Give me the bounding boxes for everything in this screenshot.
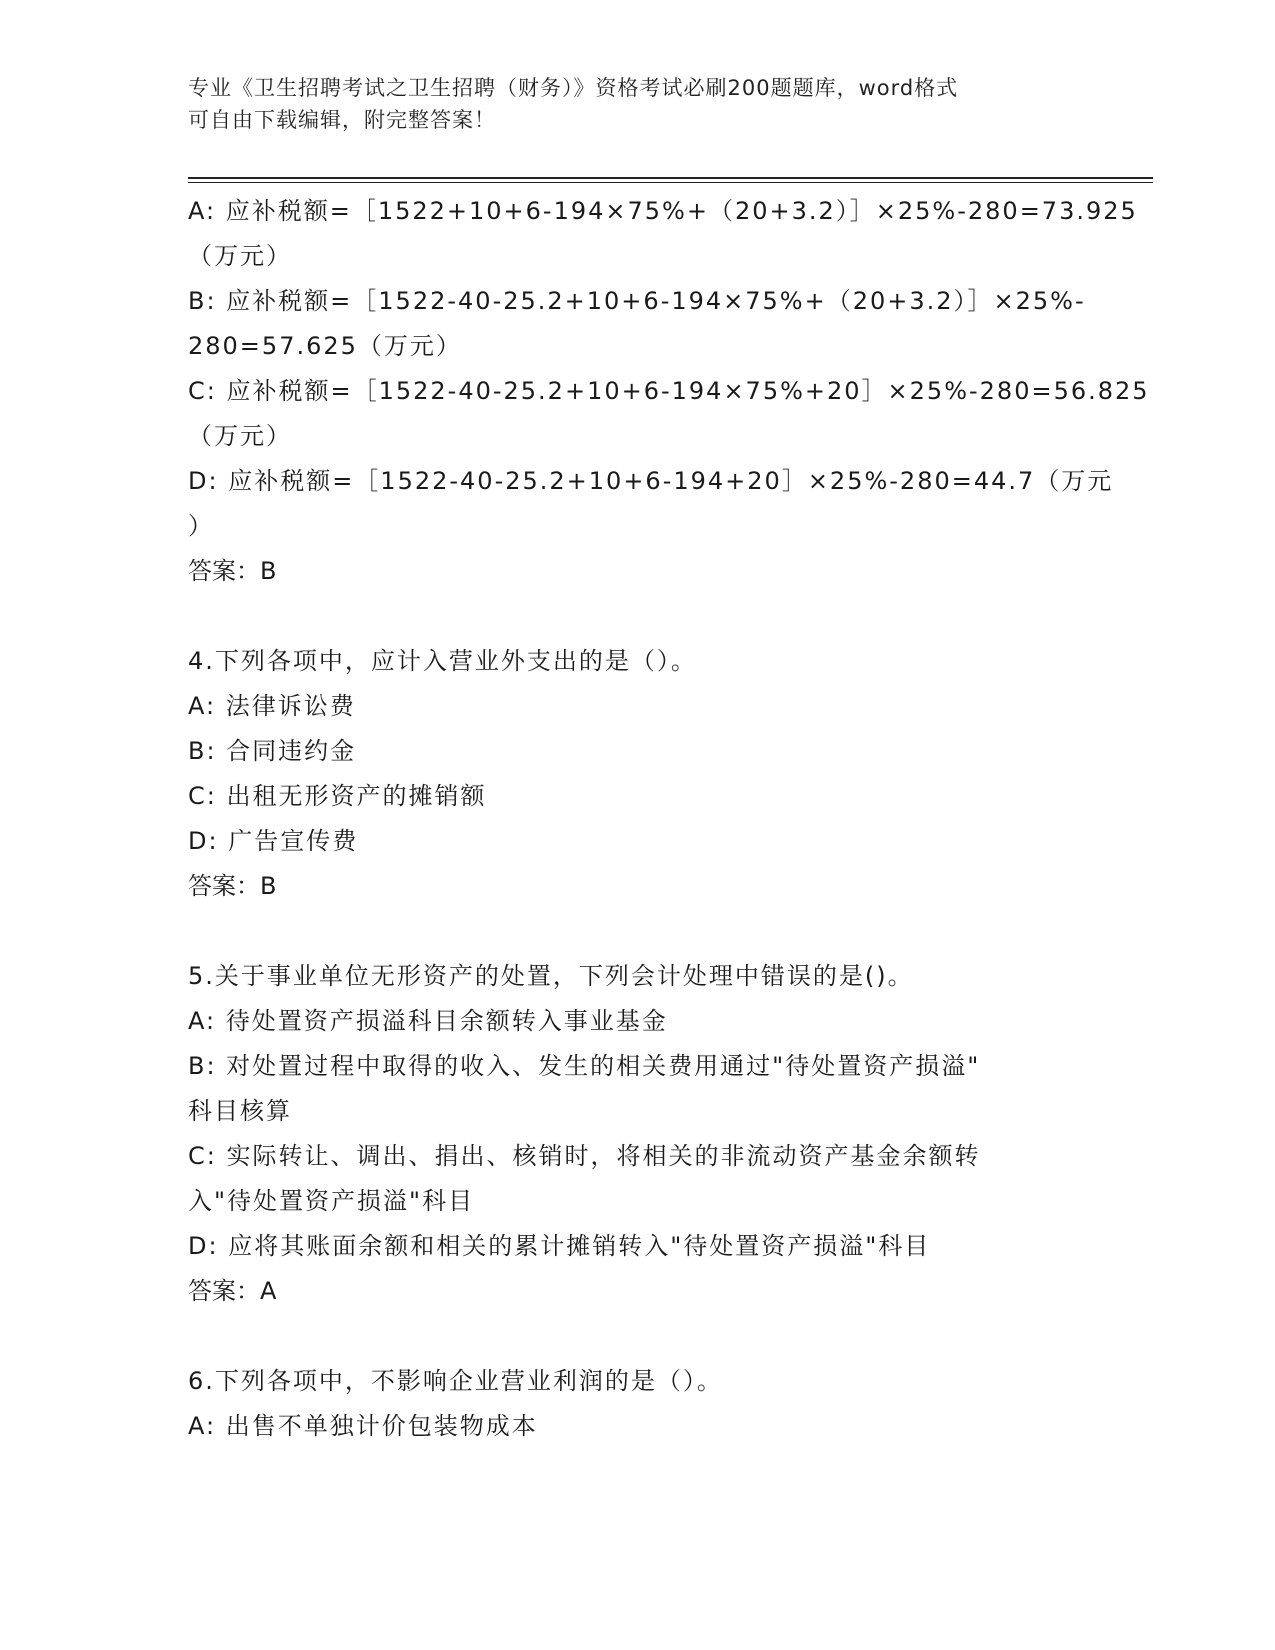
q3-answer: 答案：B	[188, 557, 277, 585]
header-rule-thick	[188, 177, 1153, 179]
q4-option-a: A: 法律诉讼费	[188, 692, 356, 720]
question-4	[188, 639, 1083, 909]
q3-option-c-line-2: （万元）	[188, 422, 292, 450]
q3-option-a-line-1: A: 应补税额=［1522+10+6-194×75%+（20+3.2）］×25%-280=73.925	[188, 197, 1138, 225]
q4-option-b: B: 合同违约金	[188, 737, 357, 765]
question-3-options	[188, 189, 1150, 594]
question-6	[188, 1359, 1083, 1449]
spacer	[188, 909, 1083, 954]
document-header	[188, 72, 1068, 136]
q3-option-a-line-2: （万元）	[188, 242, 292, 270]
question-content	[188, 189, 1150, 1449]
q3-option-c-line-1: C: 应补税额=［1522-40-25.2+10+6-194×75%+20］×25%-280=56.825	[188, 377, 1150, 405]
q5-option-d: D: 应将其账面余额和相关的累计摊销转入"待处置资产损溢"科目	[188, 1232, 931, 1260]
q3-option-b-line-2: 280=57.625（万元）	[188, 332, 462, 360]
header-line-2: 可自由下载编辑，附完整答案！	[188, 108, 496, 132]
q3-option-d-line-1: D: 应补税额=［1522-40-25.2+10+6-194+20］×25%-280=44.7（万元	[188, 467, 1114, 495]
q5-option-a: A: 待处置资产损溢科目余额转入事业基金	[188, 1007, 668, 1035]
q4-option-c: C: 出租无形资产的摊销额	[188, 782, 487, 810]
header-rule-thin	[188, 182, 1153, 183]
q6-question: 6.下列各项中，不影响企业营业利润的是（）。	[188, 1367, 723, 1395]
q3-option-d-line-2: ）	[188, 512, 214, 540]
q4-option-d: D: 广告宣传费	[188, 827, 359, 855]
header-line-1: 专业《卫生招聘考试之卫生招聘（财务）》资格考试必刷200题题库，word格式	[188, 76, 959, 100]
q4-question: 4.下列各项中，应计入营业外支出的是（）。	[188, 647, 697, 675]
q5-option-b-line-2: 科目核算	[188, 1097, 292, 1125]
q6-option-a: A: 出售不单独计价包装物成本	[188, 1412, 538, 1440]
spacer	[188, 1314, 1083, 1359]
q5-answer: 答案：A	[188, 1277, 277, 1305]
q3-option-b-line-1: B: 应补税额=［1522-40-25.2+10+6-194×75%+（20+3.2）］×25%-	[188, 287, 1086, 315]
q5-option-c-line-1: C: 实际转让、调出、捐出、核销时，将相关的非流动资产基金余额转	[188, 1142, 981, 1170]
q5-option-b-line-1: B: 对处置过程中取得的收入、发生的相关费用通过"待处置资产损溢"	[188, 1052, 981, 1080]
question-5	[188, 954, 1083, 1314]
q5-option-c-line-2: 入"待处置资产损溢"科目	[188, 1187, 475, 1215]
q4-answer: 答案：B	[188, 872, 277, 900]
q5-question: 5.关于事业单位无形资产的处置，下列会计处理中错误的是()。	[188, 962, 914, 990]
spacer	[188, 594, 1083, 639]
